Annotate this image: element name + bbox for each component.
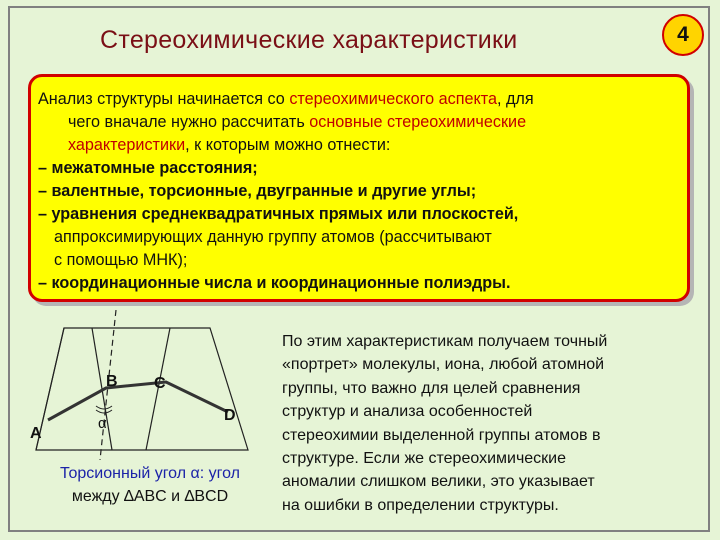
intro-text-part: чего вначале нужно рассчитать [68,113,310,131]
torsion-angle-diagram [20,310,260,460]
atom-label-c: C [154,375,166,392]
caption-line-2: между ∆ABC и ∆BCD [71,488,229,505]
list-item: – уравнения среднеквадратичных прямых или плоскостей, [38,205,519,223]
paragraph-line: группы, что важно для целей сравнения [282,379,581,397]
angle-arc [96,406,112,409]
list-item: – валентные, торсионные, двугранные и другие углы; [38,182,477,200]
diagram-caption [30,462,270,508]
paragraph-line: По этим характеристикам получаем точный [282,333,608,350]
paragraph-line: структур и анализа особенностей [282,403,533,421]
intro-text-part: Анализ структуры начинается со [38,90,290,108]
atom-label-d: D [224,407,236,424]
intro-line-2 [38,111,686,134]
angle-label-alpha: α [98,415,107,432]
caption-line-1: Торсионный угол α: угол [59,465,241,482]
paragraph-line: структуре. Если же стереохимические [282,450,567,468]
intro-text [38,88,686,157]
paragraph-line: аномалии слишком велики, это указывает [282,473,595,491]
atom-label-a: A [30,425,42,442]
paragraph-line: стереохимии выделенной группы атомов в [282,426,601,444]
intro-emphasis: характеристики [68,136,186,154]
page-title: Стереохимические характеристики [100,26,518,54]
plane-outline [36,328,248,450]
paragraph-line: «портрет» молекулы, иона, любой атомной [282,356,605,374]
intro-emphasis: стереохимического аспекта [289,90,497,108]
intro-text-part: , к которым можно отнести: [185,136,391,154]
intro-text-part: , для [496,90,534,108]
description-paragraph [282,330,702,517]
intro-emphasis: основные стереохимические [309,113,527,131]
intro-line-3 [38,134,686,157]
angle-arc [96,410,112,413]
list-item: – межатомные расстояния; [38,159,258,177]
bond-chain [48,382,228,420]
list-item-continuation: аппроксимирующих данную группу атомов (рассчитывают [54,228,492,246]
slide-number-badge: 4 [662,14,704,56]
atom-label-b: B [106,373,118,390]
intro-line-1 [38,88,686,111]
list-item-continuation: с помощью МНК); [54,251,188,269]
list-item: – координационные числа и координационные полиэдры. [38,274,511,292]
paragraph-line: на ошибки в определении структуры. [282,496,559,514]
